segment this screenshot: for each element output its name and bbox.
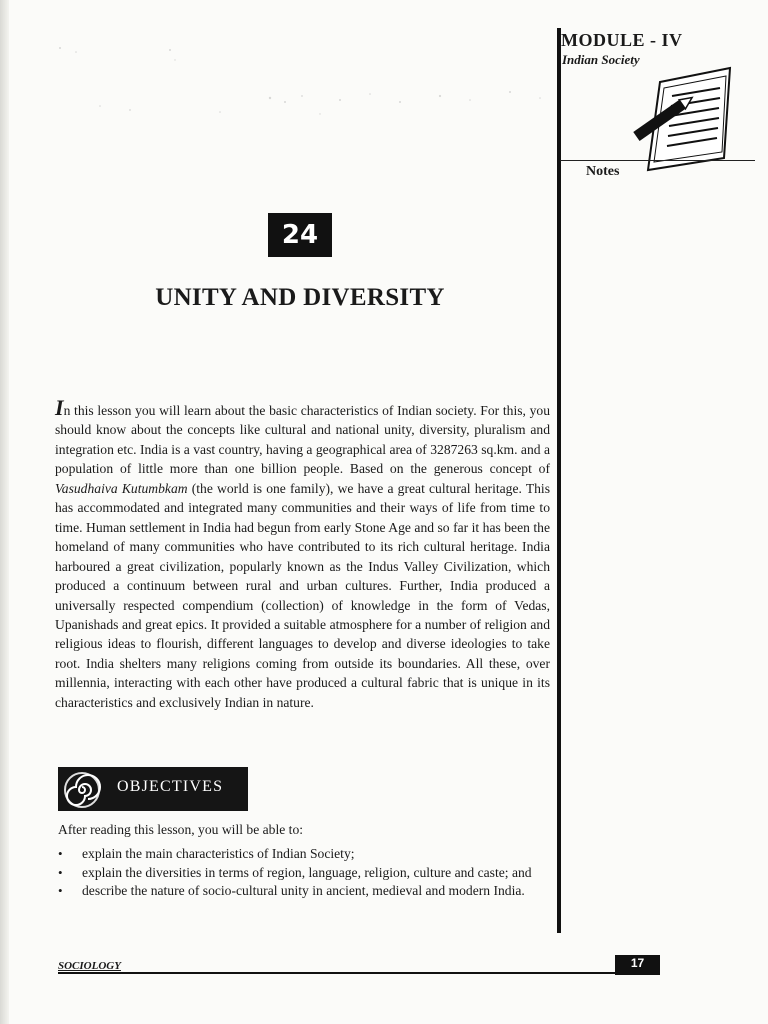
footer-subject: SOCIOLOGY xyxy=(58,960,121,972)
list-item xyxy=(58,864,553,883)
notes-rule xyxy=(560,160,755,161)
drop-cap: I xyxy=(55,395,64,420)
objective-text: explain the main characteristics of Indian Society; xyxy=(82,846,355,861)
margin-divider xyxy=(557,28,561,933)
bullet: • xyxy=(58,883,63,898)
objective-text: describe the nature of socio-cultural unity in ancient, medieval and modern India. xyxy=(82,883,525,898)
list-item xyxy=(58,845,553,864)
page-edge xyxy=(0,0,9,1024)
objectives-list xyxy=(58,845,553,901)
objectives-label: OBJECTIVES xyxy=(117,778,224,795)
list-item xyxy=(58,882,553,901)
chapter-number: 24 xyxy=(268,213,332,257)
module-title: MODULE - IV xyxy=(561,30,683,50)
intro-paragraph xyxy=(55,395,550,712)
spiral-icon xyxy=(62,770,102,810)
scan-noise xyxy=(40,30,560,140)
intro-text-part2: (the world is one family), we have a great cultural heritage. This has accommodated and integrated many communities and their ways of life from time to time. Human settlement in India had begun from early Stone Age and so far it has been the homeland of many communities who have contributed to its rich cultural heritage. India harboured a great civilization, popularly known as the Indus Valley Civilization, which produced a continuum between rural and urban cultures. Further, India produced a universally respected compendium (collection) of knowledge in the form of Vedas, Upanishads and great epics. It provided a suitable atmosphere for a number of religion and religious ideas to flourish, different languages to develop and diverse ideologies to take root. India shelters many religions coming from outside its boundaries. All these, over millennia, interacting with each other have produced a cultural fabric that is unique in its characteristics and exclusively Indian in nature. xyxy=(55,480,550,710)
module-subtitle: Indian Society xyxy=(562,52,640,67)
objectives-lead: After reading this lesson, you will be able to: xyxy=(58,822,304,837)
bullet: • xyxy=(58,846,63,861)
paper-pen-icon xyxy=(628,62,738,182)
footer-rule xyxy=(58,972,658,974)
objectives-header xyxy=(58,767,248,811)
bullet: • xyxy=(58,864,63,880)
chapter-title: UNITY AND DIVERSITY xyxy=(155,284,445,311)
intro-text-part1: n this lesson you will learn about the basic characteristics of Indian society. For this, you should know about the concepts like cultural and national unity, diversity, pluralism and integration etc. India is a vast country, having a geographical area of 3287263 sq.km. and a population of little more than one billion people. Based on the generous concept of xyxy=(55,403,550,477)
objective-text: explain the diversities in terms of region, language, religion, culture and caste; and xyxy=(82,864,532,880)
page-number: 17 xyxy=(630,956,645,970)
page-number-box xyxy=(615,955,660,975)
notes-label: Notes xyxy=(586,164,620,179)
intro-emphasis: Vasudhaiva Kutumbkam xyxy=(55,480,188,496)
